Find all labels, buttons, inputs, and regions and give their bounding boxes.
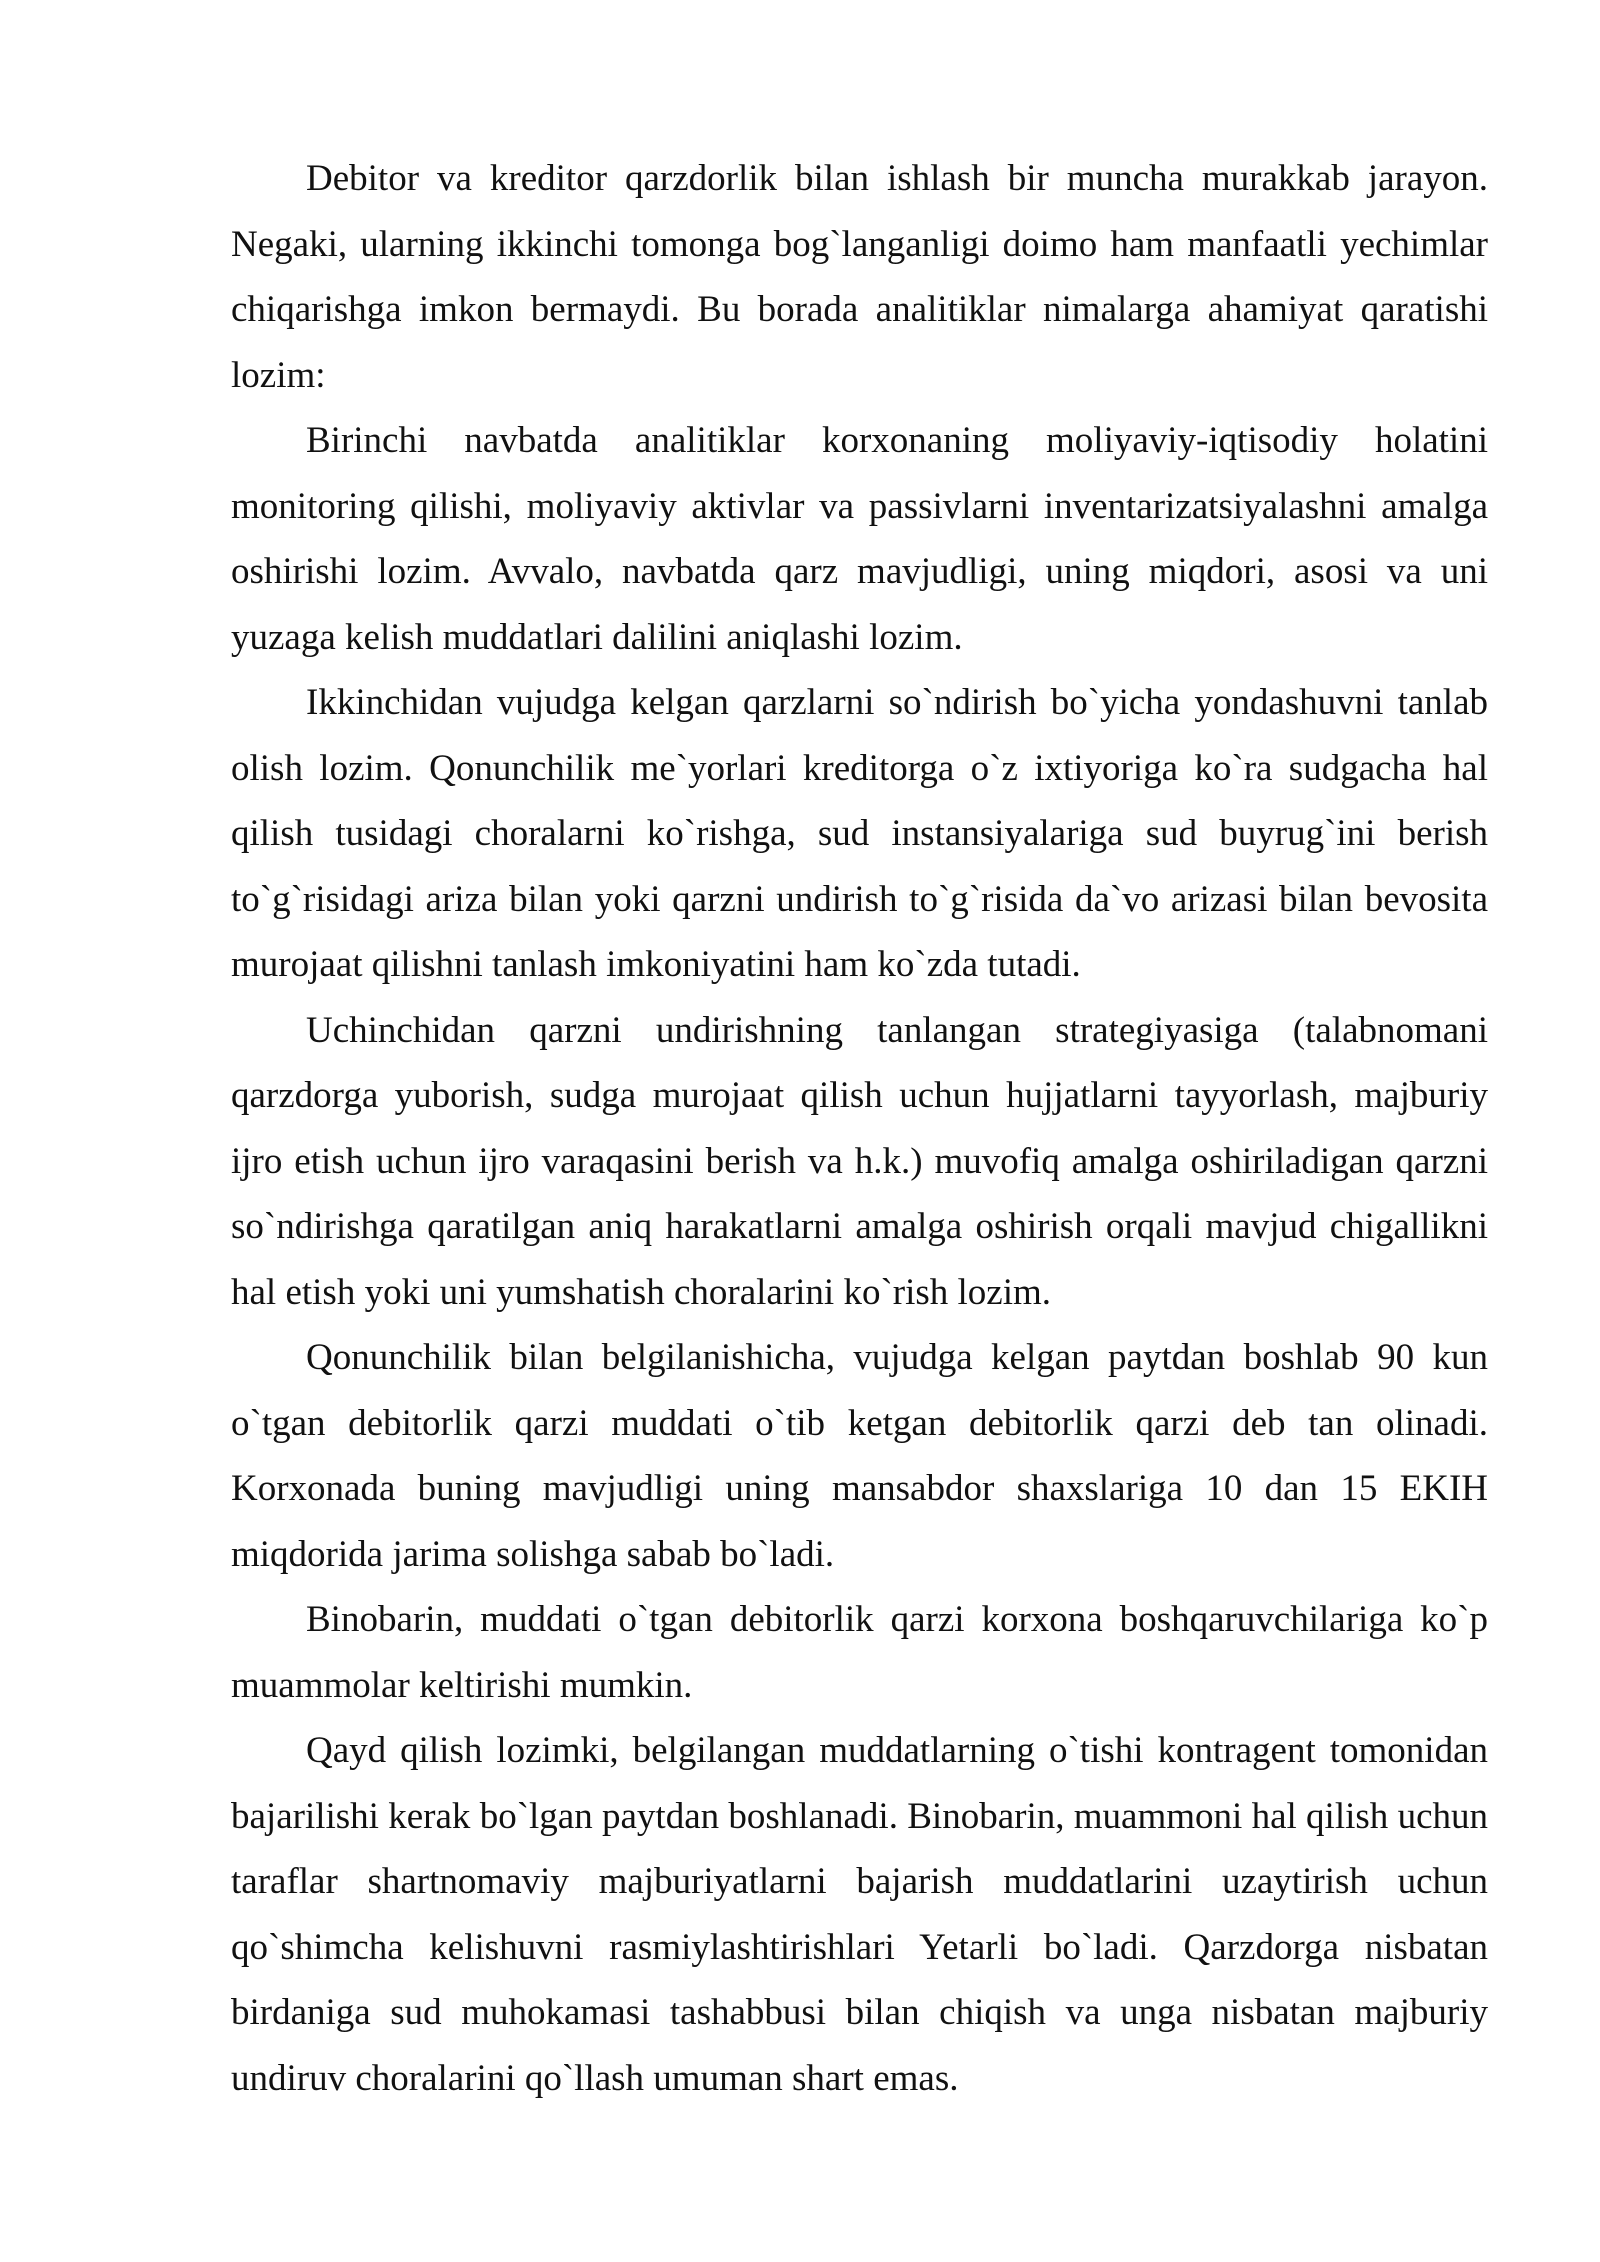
paragraph-6: Binobarin, muddati o`tgan debitorlik qarzi korxona boshqaruvchilariga ko`p muammolar keltirishi mumkin. xyxy=(231,1599,1488,1706)
paragraph-1: Debitor va kreditor qarzdorlik bilan ishlash bir muncha murakkab jarayon. Negaki, ularning ikkinchi tomonga bog`langanligi doimo ham manfaatli yechimlar chiqarishga imkon bermaydi. Bu borada analitiklar nimalarga ahamiyat qaratishi lozim: xyxy=(231,158,1488,396)
paragraph-4: Uchinchidan qarzni undirishning tanlangan strategiyasiga (talabnomani qarzdorga yuborish, sudga murojaat qilish uchun hujjatlarni tayyorlash, majburiy ijro etish uchun ijro varaqasini berish va h.k.) muvofiq amalga oshiriladigan qarzni so`ndirishga qaratilgan aniq harakatlarni amalga oshirish orqali mavjud chigallikni hal etish yoki uni yumshatish choralarini ko`rish lozim. xyxy=(231,1009,1488,1313)
paragraph-7: Qayd qilish lozimki, belgilangan muddatlarning o`tishi kontragent tomonidan bajarilishi kerak bo`lgan paytdan boshlanadi. Binobarin, muammoni hal qilish uchun taraflar shartnomaviy majburiyatlarni bajarish muddatlarini uzaytirish uchun qo`shimcha kelishuvni rasmiylashtirishlari Yetarli bo`ladi. Qarzdorga nisbatan birdaniga sud muhokamasi tashabbusi bilan chiqish va unga nisbatan majburiy undiruv choralarini qo`llash umuman shart emas. xyxy=(231,1730,1488,2099)
paragraph-3: Ikkinchidan vujudga kelgan qarzlarni so`ndirish bo`yicha yondashuvni tanlab olish lozim. Qonunchilik me`yorlari kreditorga o`z ixtiyoriga ko`ra sudgacha hal qilish tusidagi choralarni ko`rishga, sud instansiyalariga sud buyrug`ini berish to`g`risidagi ariza bilan yoki qarzni undirish to`g`risida da`vo arizasi bilan bevosita murojaat qilishni tanlash imkoniyatini ham ko`zda tutadi. xyxy=(231,682,1488,985)
document-page xyxy=(231,146,1488,2111)
paragraph-2: Birinchi navbatda analitiklar korxonaning moliyaviy-iqtisodiy holatini monitoring qilishi, moliyaviy aktivlar va passivlarni inventarizatsiyalashni amalga oshirishi lozim. Avvalo, navbatda qarz mavjudligi, uning miqdori, asosi va uni yuzaga kelish muddatlari dalilini aniqlashi lozim. xyxy=(231,420,1488,658)
paragraph-5: Qonunchilik bilan belgilanishicha, vujudga kelgan paytdan boshlab 90 kun o`tgan debitorlik qarzi muddati o`tib ketgan debitorlik qarzi deb tan olinadi. Korxonada buning mavjudligi uning mansabdor shaxslariga 10 dan 15 EKIH miqdorida jarima solishga sabab bo`ladi. xyxy=(231,1337,1488,1575)
